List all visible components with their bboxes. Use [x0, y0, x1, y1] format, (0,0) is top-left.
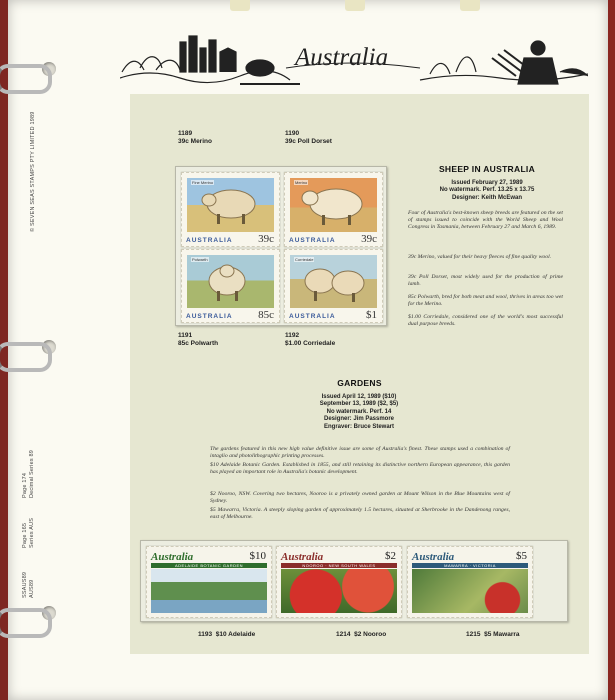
stamp-description: 85c Polwarth — [178, 340, 219, 347]
series-label: Decimal Series 89 — [29, 449, 35, 498]
gardens-issue-details — [259, 394, 459, 431]
stamp-label-1192 — [285, 332, 335, 348]
catalogue-number: 1189 — [178, 130, 193, 137]
sheep-poll-dorset-paragraph: 39c Poll Dorset, most widely used for the production of prime lamb. — [408, 274, 563, 287]
stamp-description: $2 Nooroo — [354, 631, 387, 638]
mount-panel — [130, 94, 589, 654]
stamp-mawarra — [407, 546, 533, 618]
stamp-value: $2 — [385, 550, 396, 562]
page-number: Page 174 — [22, 472, 28, 498]
stamp-scene — [290, 178, 377, 232]
breed-caption: Corriedale — [295, 257, 314, 262]
garden-subtitle: MAWARRA · VICTORIA — [412, 563, 528, 568]
stamp-value: 39c — [258, 233, 274, 245]
stamp-scene — [187, 178, 274, 232]
catalogue-code-2: AUS89 — [29, 579, 35, 598]
stamp-polwarth — [181, 249, 280, 323]
stamp-label-1193 — [198, 631, 255, 639]
binder-ring — [0, 342, 52, 372]
sheep-section-title: SHEEP IN AUSTRALIA — [438, 164, 536, 174]
page-tab — [460, 0, 480, 11]
series-code: Series AUS — [29, 517, 35, 548]
watermark-perf: No watermark. Perf. 14 — [326, 408, 392, 415]
gardens-adelaide-paragraph: $10 Adelaide Botanic Garden. Established in 1855, and still retaining its distinctive northern European appearance, this garden has played an important role in Australia's botanic development. — [210, 462, 510, 475]
stamp-merino — [181, 172, 280, 247]
binder-ring — [0, 608, 52, 638]
breed-caption: Merino — [295, 180, 308, 185]
catalogue-number: 1215 — [466, 631, 481, 638]
issue-date-2: September 13, 1989 ($2, $5) — [319, 401, 399, 408]
catalogue-number: 1190 — [285, 130, 300, 137]
stamp-country: Australia — [151, 551, 194, 563]
stamp-description: 39c Merino — [178, 138, 212, 145]
stamp-value: $1 — [366, 309, 377, 321]
stamp-country: Australia — [281, 551, 324, 563]
catalogue-number: 1214 — [336, 631, 351, 638]
stamp-country: Australia — [412, 551, 455, 563]
sheep-illustration — [290, 178, 377, 232]
sheep-illustration — [290, 255, 377, 308]
page-tab — [345, 0, 365, 11]
stamp-description: $1.00 Corriedale — [285, 340, 336, 347]
stamp-value: $5 — [516, 550, 527, 562]
stamp-label-1190 — [285, 130, 332, 146]
sheep-stamp-block — [175, 166, 387, 326]
garden-subtitle: NOOROO · NEW SOUTH WALES — [281, 563, 397, 568]
stamp-label-1215 — [466, 631, 520, 639]
stamp-country: AUSTRALIA — [186, 313, 233, 320]
gardens-intro-paragraph: The gardens featured in this new high value definitive issue are some of Australia's finest. These stamps used a combination of intaglio and photolithographic printing processes. — [210, 446, 510, 459]
sheep-merino-paragraph: 39c Merino, valued for their heavy fleeces of fine quality wool. — [408, 254, 552, 260]
issue-date: Issued February 27, 1989 — [451, 180, 523, 186]
garden-subtitle: ADELAIDE BOTANIC GARDEN — [151, 563, 267, 568]
sheep-corriedale-paragraph: $1.00 Corriedale, considered one of the world's most successful dual purpose breeds. — [408, 314, 563, 327]
catalogue-number: 1192 — [285, 332, 300, 339]
issue-date: Issued April 12, 1989 ($10) — [321, 394, 397, 400]
copyright-text: © SEVEN SEAS STAMPS PTY LIMITED 1989 — [30, 111, 36, 232]
album-page — [8, 0, 608, 700]
stamp-description: $10 Adelaide — [215, 631, 256, 638]
stamp-scene — [187, 255, 274, 308]
stamp-label-1214 — [336, 631, 386, 639]
stamp-scene — [290, 255, 377, 308]
stamp-description: $5 Mawarra — [484, 631, 520, 638]
gardens-stamp-strip — [140, 540, 568, 622]
gardens-section-title: GARDENS — [337, 378, 382, 388]
catalogue-number: 1193 — [198, 631, 213, 638]
page-tab — [230, 0, 250, 11]
stamp-description: 39c Poll Dorset — [285, 138, 332, 145]
page-reference: Page 165 — [22, 522, 28, 548]
designer: Designer: Jim Passmore — [323, 416, 395, 423]
stamp-adelaide — [146, 546, 272, 618]
stamp-label-1191 — [178, 332, 218, 348]
stamp-value: 85c — [258, 309, 274, 321]
binder-ring — [0, 64, 52, 94]
stamp-nooroo — [276, 546, 402, 618]
sheep-intro-paragraph: Four of Australia's best-known sheep breeds are featured on the set of stamps issued to coincide with the World Sheep and Wool Congress in Tasmania, between February 27 and March 6, 1989. — [408, 210, 563, 230]
stamp-corriedale — [284, 249, 383, 323]
header-country-title: Australia — [295, 44, 389, 71]
garden-scene — [151, 569, 267, 613]
stamp-country: AUSTRALIA — [289, 237, 336, 244]
stamp-value: $10 — [249, 550, 266, 562]
page-header-illustration — [120, 28, 588, 92]
catalogue-code: SSAUS89 — [22, 571, 28, 598]
watermark-perf: No watermark. Perf. 13.25 x 13.75 — [439, 187, 535, 194]
stamp-country: AUSTRALIA — [289, 313, 336, 320]
sheep-polwarth-paragraph: 85c Polwarth, bred for both meat and wool, thrives in areas too wet for the Merino. — [408, 294, 563, 307]
garden-scene — [412, 569, 528, 613]
gardens-mawarra-paragraph: $5 Mawarra, Victoria. A steeply sloping garden of approximately 1.5 hectares, situated at Sherbrooke in the Dandenong ranges, east of Melbourne. — [210, 507, 510, 520]
garden-scene — [281, 569, 397, 613]
stamp-label-1189 — [178, 130, 212, 146]
gardens-nooroo-paragraph: $2 Nooroo, NSW. Covering two hectares, Nooroo is a privately owned garden at Mount Wilson in the Blue Mountains west of Sydney. — [210, 491, 510, 504]
stamp-value: 39c — [361, 233, 377, 245]
sheep-illustration — [187, 178, 274, 232]
stamp-poll-dorset — [284, 172, 383, 247]
designer: Designer: Keith McEwan — [451, 194, 522, 201]
engraver: Engraver: Bruce Stewart — [323, 423, 395, 430]
stamp-country: AUSTRALIA — [186, 237, 233, 244]
sheep-illustration — [187, 255, 274, 308]
sheep-issue-details — [412, 180, 562, 202]
catalogue-number: 1191 — [178, 332, 193, 339]
breed-caption: Polwarth — [192, 257, 208, 262]
breed-caption: Fine Merino — [192, 180, 214, 185]
